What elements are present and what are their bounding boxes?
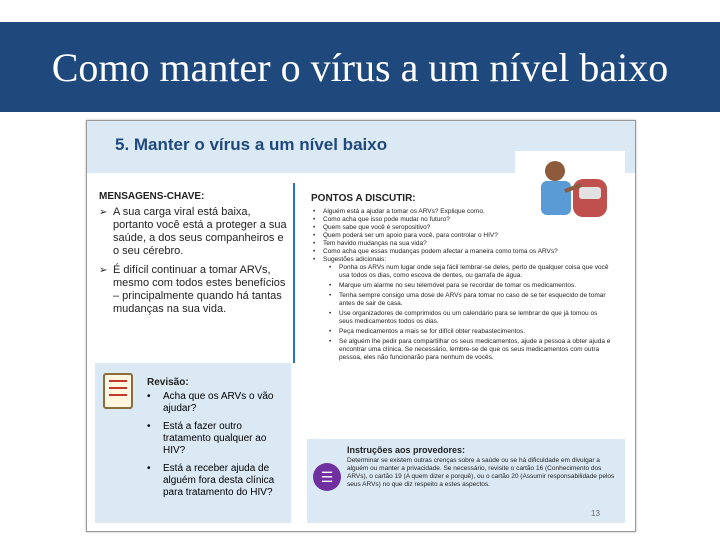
discussion-list bbox=[311, 208, 611, 362]
discussion-column bbox=[311, 193, 611, 364]
suggestion-item: • Se alguém lhe pedir para compartilhar os seus medicamentos, ajude a pessoa a obter ajuda e encontrar uma clínica. Se necessário, lembre-se de que os seus medicamentos com outra pessoa, eles não funcionarão para nenhum de vocês. bbox=[311, 338, 611, 362]
clipboard-icon bbox=[103, 373, 133, 409]
review-item: • Está a fazer outro tratamento qualquer ao HIV? bbox=[147, 421, 287, 457]
document-card bbox=[86, 120, 636, 532]
provider-checklist-icon: ☰ bbox=[313, 463, 341, 491]
discussion-item: • Quem poderá ser um apoio para você, para controlar o HIV? bbox=[311, 232, 611, 240]
discussion-item: • Tem havido mudanças na sua vida? bbox=[311, 240, 611, 248]
page-number: 13 bbox=[591, 509, 600, 518]
suggestion-item: • Marque um alarme no seu telemóvel para se recordar de tomar os medicamentos. bbox=[311, 282, 611, 290]
review-heading: Revisão: bbox=[147, 377, 189, 388]
review-item: • Está a receber ajuda de alguém fora desta clínica para tratamento do HIV? bbox=[147, 463, 287, 499]
provider-instructions-text: Determinar se existem outras crenças sobre a saúde ou se há dificuldade em divulgar a alguém ou manter a privacidade. Se necessário, revisite o cartão 16 (Conhecimento dos ARVs), o cartão 19 (A quem dizer e porquê), ou o cartão 20 (Assumir responsabilidade pelos seus ARVs) no que diz respeito a estes aspectos. bbox=[347, 457, 615, 488]
review-list bbox=[147, 391, 287, 505]
discussion-item: • Quem sabe que você é seropositivo? bbox=[311, 224, 611, 232]
discussion-item: • Como acha que essas mudanças podem afectar a maneira como toma os ARVs? bbox=[311, 248, 611, 256]
discussion-item: • Sugestões adicionais: bbox=[311, 256, 611, 264]
discussion-item: • Alguém está a ajudar a tomar os ARVs? Explique como. bbox=[311, 208, 611, 216]
key-message-item: ➢ A sua carga viral está baixa, portanto você está a proteger a sua saúde, a dos seus companheiros e o seu cérebro. bbox=[99, 206, 289, 258]
column-divider bbox=[293, 183, 295, 363]
suggestion-item: • Use organizadores de comprimidos ou um calendário para se lembrar de que já tomou os seus medicamentos todos os dias. bbox=[311, 310, 611, 326]
key-messages-heading: MENSAGENS-CHAVE: bbox=[99, 191, 205, 202]
doc-title: 5. Manter o vírus a um nível baixo bbox=[115, 135, 388, 154]
key-message-item: ➢ É difícil continuar a tomar ARVs, mesmo com todos estes benefícios – principalmente quando há tantas mudanças na sua vida. bbox=[99, 264, 289, 316]
review-item: • Acha que os ARVs o vão ajudar? bbox=[147, 391, 287, 415]
slide-title: Como manter o vírus a um nível baixo bbox=[51, 44, 669, 90]
discussion-item: • Como acha que isso pode mudar no futuro? bbox=[311, 216, 611, 224]
key-messages-column bbox=[99, 191, 289, 322]
discussion-heading: PONTOS A DISCUTIR: bbox=[311, 193, 416, 204]
suggestion-item: • Tenha sempre consigo uma dose de ARVs para tomar no caso de se ter esquecido de tomar antes de sair de casa. bbox=[311, 292, 611, 308]
provider-instructions-heading: Instruções aos provedores: bbox=[347, 445, 466, 455]
suggestion-item: • Peça medicamentos a mais se for difícil obter reabastecimentos. bbox=[311, 328, 611, 336]
suggestion-item: • Ponha os ARVs num lugar onde seja fácil lembrar-se deles, perto de qualquer coisa que você usa todos os dias, como escova de dentes, ou garrafa de água. bbox=[311, 264, 611, 280]
